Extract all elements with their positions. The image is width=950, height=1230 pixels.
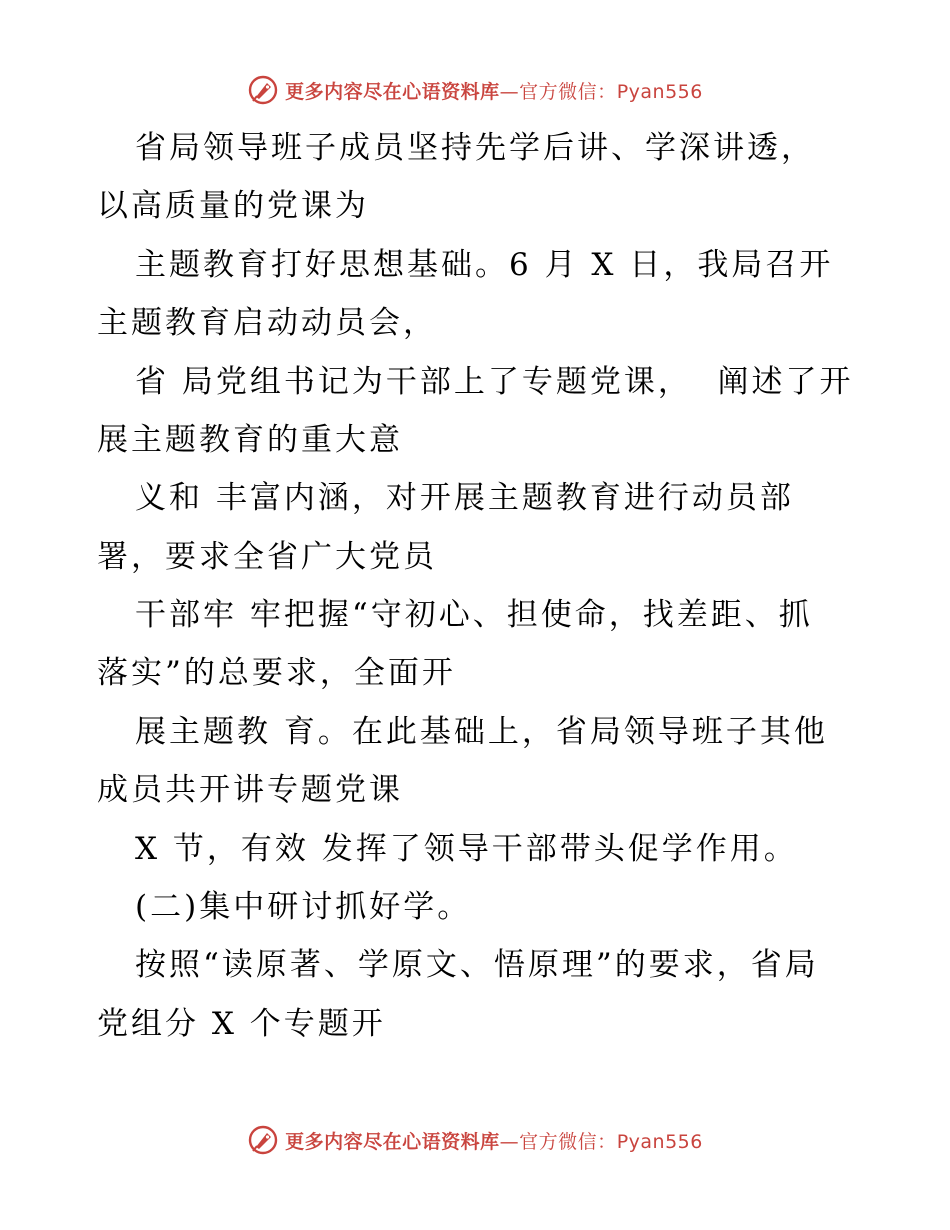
watermark-id: Pyan556 — [616, 1130, 703, 1153]
watermark-text — [285, 1127, 703, 1154]
text-line: 干部牢 牢把握“守初心、担使命，找差距、抓 — [135, 597, 813, 633]
text-line: 党组分 X 个专题开 — [97, 1006, 386, 1042]
watermark-brand: 更多内容尽在心语资料库 — [285, 80, 500, 103]
text-line: 署，要求全省广大党员 — [97, 539, 437, 575]
text-line: 展主题教 育。在此基础上，省局领导班子其他 — [135, 714, 828, 750]
text-line: 按照“读原著、学原文、悟原理”的要求，省局 — [135, 947, 819, 983]
watermark-label: 官方微信： — [519, 80, 617, 103]
text-line: 展主题教育的重大意 — [97, 422, 403, 458]
watermark-separator: — — [499, 1130, 520, 1153]
text-line: 义和 丰富内涵，对开展主题教育进行动员部 — [135, 480, 794, 516]
text-line: 主题教育打好思想基础。6 月 X 日，我局召开 — [135, 247, 834, 283]
footer-watermark — [0, 1120, 950, 1160]
text-line: 以高质量的党课为 — [97, 188, 369, 224]
watermark-id: Pyan556 — [616, 80, 703, 103]
text-line: 省局领导班子成员坚持先学后讲、学深讲透， — [135, 130, 815, 166]
text-line: 落实”的总要求，全面开 — [97, 655, 456, 691]
text-line: 成员共开讲专题党课 — [97, 772, 403, 808]
watermark-separator: — — [499, 80, 520, 103]
text-line: 主题教育启动动员会， — [97, 305, 437, 341]
pen-nib-logo-icon — [247, 1124, 279, 1156]
text-line: X 节，有效 发挥了领导干部带头促学作用。 — [135, 831, 798, 867]
watermark-label: 官方微信： — [519, 1130, 617, 1153]
text-line: 省 局党组书记为干部上了专题党课， 阐述了开 — [135, 364, 854, 400]
section-heading: (二)集中研讨抓好学。 — [135, 889, 472, 925]
watermark-brand: 更多内容尽在心语资料库 — [285, 1130, 500, 1153]
